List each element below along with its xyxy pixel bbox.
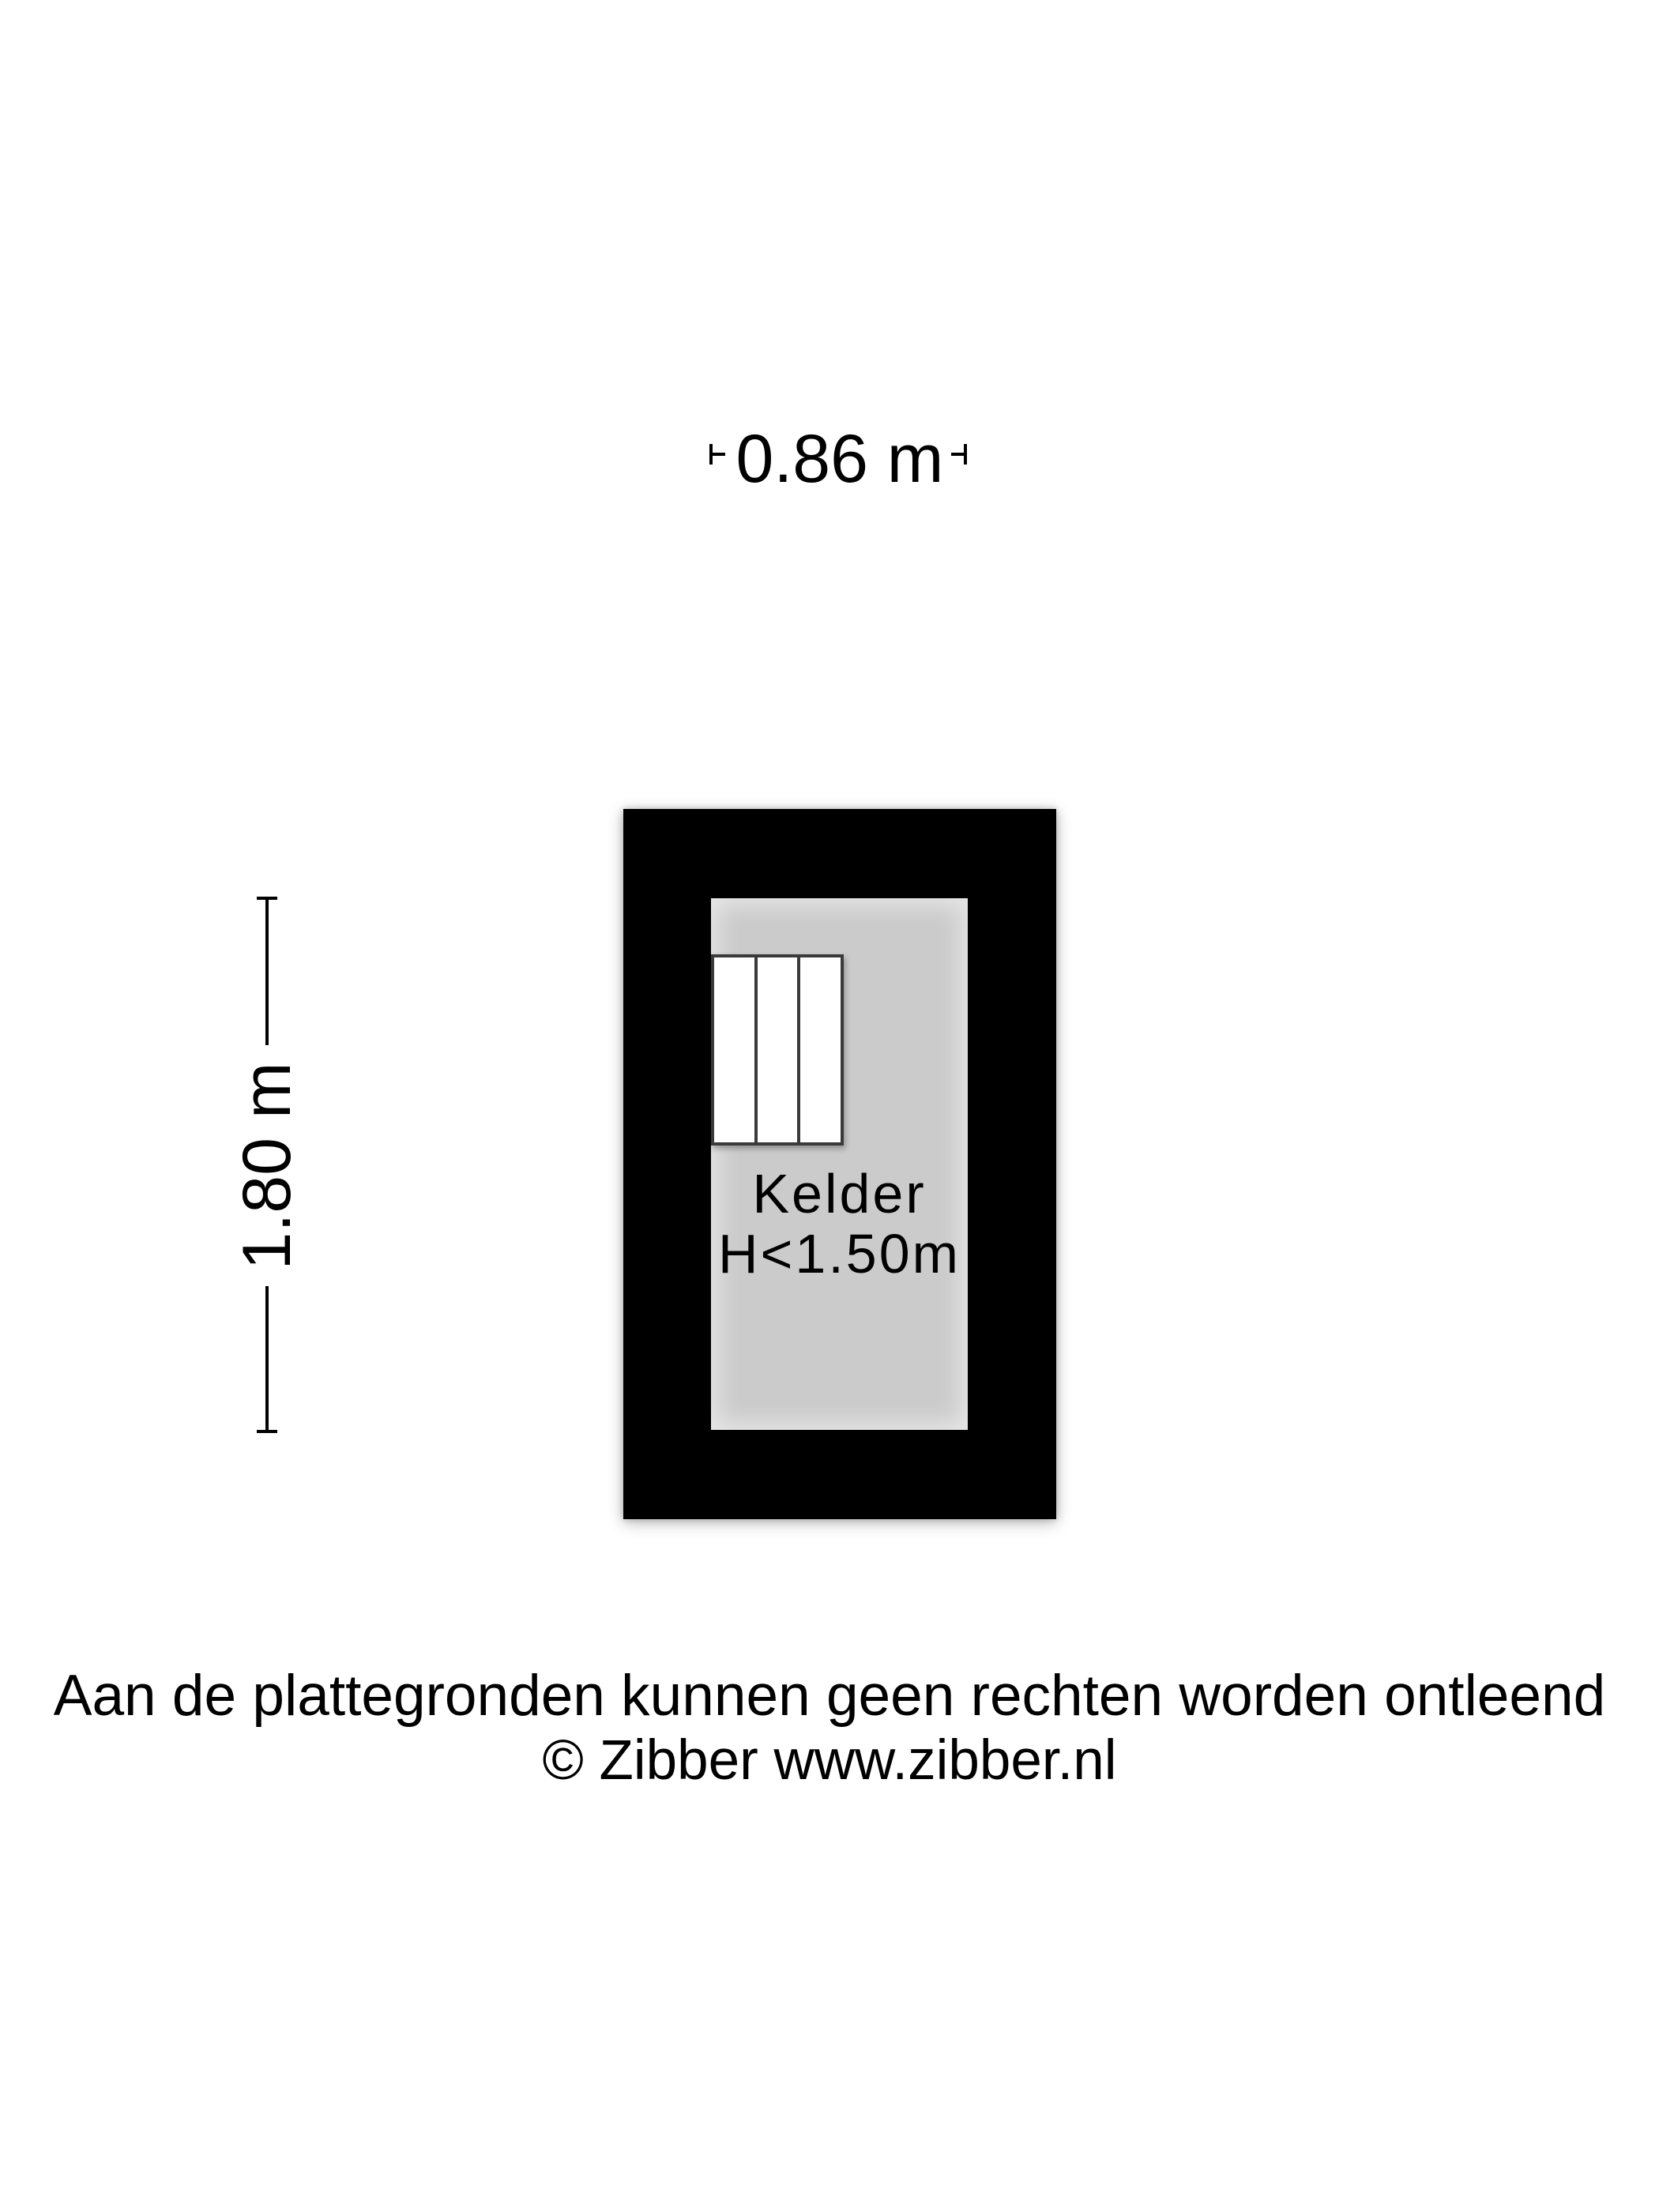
- footer: [0, 1664, 1659, 1793]
- width-dimension-stub-left: [713, 453, 725, 456]
- room-name: Kelder: [752, 1163, 927, 1224]
- room-kelder-floor: [711, 898, 968, 1430]
- stair-step: [797, 957, 841, 1142]
- width-dimension-stub-right: [951, 453, 964, 456]
- room-label: [711, 1164, 968, 1284]
- height-dimension-tick-bottom: [257, 1430, 277, 1433]
- stairs-icon: [711, 954, 844, 1146]
- room-height-note: H<1.50m: [718, 1223, 961, 1285]
- copyright-text: © Zibber www.zibber.nl: [542, 1729, 1117, 1792]
- floorplan-walls: [623, 809, 1056, 1519]
- stair-step: [754, 957, 798, 1142]
- width-dimension-tick-right: [964, 444, 967, 465]
- height-dimension-label: 1.80 m: [229, 1062, 305, 1270]
- height-dimension-line-bottom: [265, 1286, 269, 1431]
- disclaimer-text: Aan de plattegronden kunnen geen rechten worden ontleend: [53, 1664, 1606, 1728]
- height-dimension-line-top: [265, 898, 269, 1045]
- width-dimension-label: 0.86 m: [735, 421, 944, 497]
- stair-step: [714, 957, 754, 1142]
